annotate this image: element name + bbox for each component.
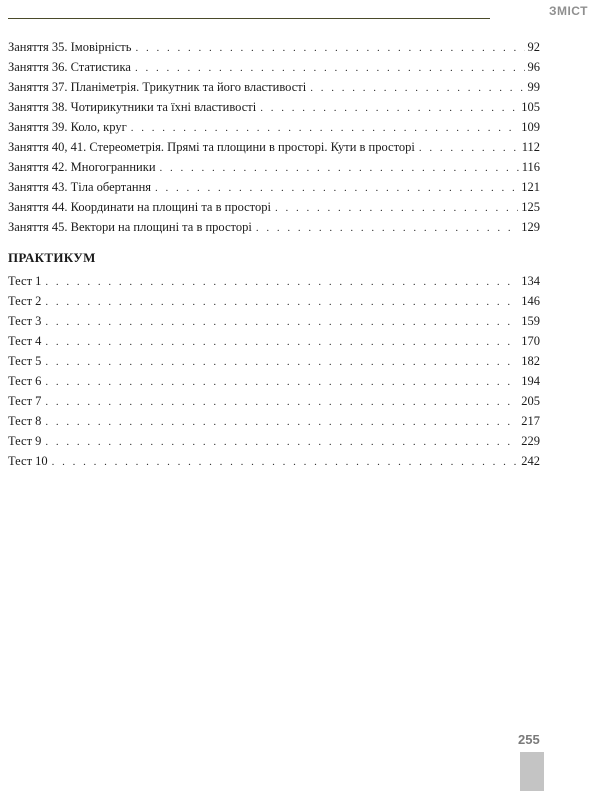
- toc-entry-title: Тест 5: [8, 354, 42, 368]
- dot-leader: [45, 313, 518, 331]
- toc-entry-title: Тест 2: [8, 294, 42, 308]
- toc-entry-page: 129: [521, 220, 540, 234]
- toc-entry-page: 134: [521, 274, 540, 288]
- dot-leader: [256, 219, 518, 237]
- header-rule: [8, 18, 490, 19]
- toc-entry-test-4[interactable]: [8, 332, 540, 350]
- dot-leader: [135, 59, 525, 77]
- section-title: ЗМІСТ: [548, 4, 588, 18]
- dot-leader: [45, 373, 518, 391]
- toc-entry-title: Заняття 43. Тіла обертання: [8, 180, 152, 194]
- toc-entry-page: 229: [521, 434, 540, 448]
- dot-leader: [52, 453, 519, 471]
- toc-entry-test-7[interactable]: [8, 392, 540, 410]
- toc-entry-lesson-44[interactable]: [8, 198, 540, 216]
- toc-entry-page: 112: [521, 140, 540, 154]
- dot-leader: [160, 159, 519, 177]
- toc-entry-title: Заняття 42. Многогранники: [8, 160, 156, 174]
- dot-leader: [45, 413, 518, 431]
- toc-entry-page: 96: [527, 60, 540, 74]
- toc-entry-page: 182: [521, 354, 540, 368]
- dot-leader: [45, 293, 518, 311]
- toc-entry-title: Тест 3: [8, 314, 42, 328]
- toc-entry-test-6[interactable]: [8, 372, 540, 390]
- toc-entry-lesson-45[interactable]: [8, 218, 540, 236]
- toc-entry-title: Заняття 38. Чотирикутники та їхні властивості: [8, 100, 257, 114]
- dot-leader: [275, 199, 518, 217]
- toc-entry-test-3[interactable]: [8, 312, 540, 330]
- dot-leader: [155, 179, 518, 197]
- dot-leader: [419, 139, 519, 157]
- toc-entry-page: 99: [527, 80, 540, 94]
- toc-entry-page: 92: [527, 40, 540, 54]
- toc-entry-title: Заняття 40, 41. Стереометрія. Прямі та площини в просторі. Кути в просторі: [8, 140, 415, 154]
- practicum-heading: ПРАКТИКУМ: [8, 250, 96, 265]
- toc-entry-title: Тест 6: [8, 374, 42, 388]
- toc-entry-test-10[interactable]: [8, 452, 540, 470]
- dot-leader: [45, 393, 518, 411]
- toc-entry-title: Тест 8: [8, 414, 42, 428]
- toc-entry-title: Тест 7: [8, 394, 42, 408]
- page-edge-tab: [520, 752, 544, 791]
- toc-entry-page: 116: [521, 160, 540, 174]
- toc-entry-lesson-43[interactable]: [8, 178, 540, 196]
- toc-entry-title: Тест 4: [8, 334, 42, 348]
- toc-entry-title: Заняття 36. Статистика: [8, 60, 131, 74]
- toc-entry-test-1[interactable]: [8, 272, 540, 290]
- toc-entry-test-8[interactable]: [8, 412, 540, 430]
- toc-entry-lesson-37[interactable]: [8, 78, 540, 96]
- toc-entry-page: 170: [521, 334, 540, 348]
- toc-entry-title: Тест 9: [8, 434, 42, 448]
- toc-entry-lesson-36[interactable]: [8, 58, 540, 76]
- toc-entry-lesson-35[interactable]: [8, 38, 540, 56]
- page-number: 255: [518, 732, 540, 747]
- toc-entry-page: 121: [521, 180, 540, 194]
- toc-entry-test-9[interactable]: [8, 432, 540, 450]
- dot-leader: [45, 333, 518, 351]
- toc-entry-page: 105: [521, 100, 540, 114]
- toc-entry-page: 159: [521, 314, 540, 328]
- toc-entry-page: 109: [521, 120, 540, 134]
- toc-entry-test-2[interactable]: [8, 292, 540, 310]
- toc-entry-lesson-39[interactable]: [8, 118, 540, 136]
- toc-entry-page: 125: [521, 200, 540, 214]
- toc-entry-title: Тест 1: [8, 274, 42, 288]
- toc-entry-page: 217: [521, 414, 540, 428]
- dot-leader: [310, 79, 524, 97]
- toc-entry-lesson-38[interactable]: [8, 98, 540, 116]
- toc-entry-page: 205: [521, 394, 540, 408]
- toc-entry-lesson-40-41[interactable]: [8, 138, 540, 156]
- toc-entry-title: Заняття 35. Імовірність: [8, 40, 132, 54]
- toc-entry-lesson-42[interactable]: [8, 158, 540, 176]
- dot-leader: [260, 99, 518, 117]
- toc-entry-page: 242: [521, 454, 540, 468]
- toc-entry-title: Заняття 45. Вектори на площині та в просторі: [8, 220, 252, 234]
- dot-leader: [131, 119, 519, 137]
- toc-entry-title: Заняття 39. Коло, круг: [8, 120, 127, 134]
- toc-entry-test-5[interactable]: [8, 352, 540, 370]
- dot-leader: [45, 273, 518, 291]
- dot-leader: [45, 433, 518, 451]
- toc-entry-title: Тест 10: [8, 454, 48, 468]
- toc-entry-page: 194: [521, 374, 540, 388]
- dot-leader: [45, 353, 518, 371]
- dot-leader: [135, 39, 524, 57]
- toc-entry-page: 146: [521, 294, 540, 308]
- toc-entry-title: Заняття 37. Планіметрія. Трикутник та його властивості: [8, 80, 307, 94]
- toc-entry-title: Заняття 44. Координати на площині та в просторі: [8, 200, 271, 214]
